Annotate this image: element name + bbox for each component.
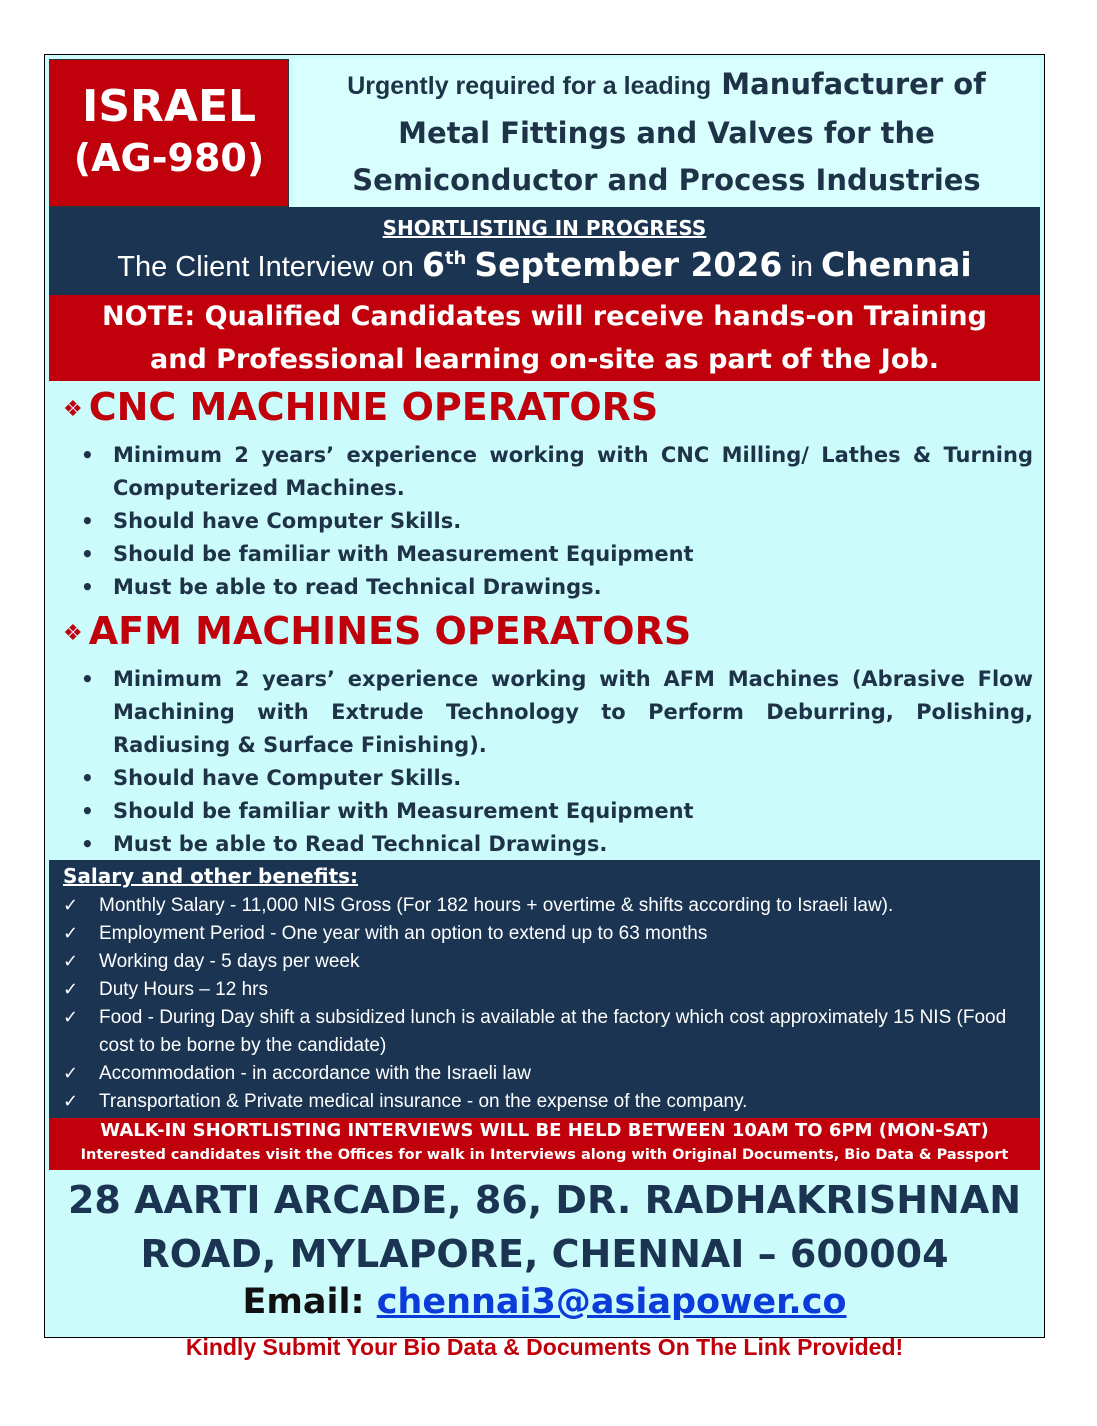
job-code: (AG-980) xyxy=(73,136,265,180)
benefit-item: ✓ Working day - 5 days per week xyxy=(59,948,1031,976)
interview-date xyxy=(49,241,1040,291)
headline-line2: Metal Fittings and Valves for the xyxy=(398,116,935,150)
email-line xyxy=(49,1279,1040,1325)
list-item: • Must be able to Read Technical Drawings. xyxy=(81,828,1033,861)
benefits-list xyxy=(59,892,1031,1116)
cnc-requirements xyxy=(81,439,1033,604)
benefit-item: ✓ Duty Hours – 12 hrs xyxy=(59,976,1031,1004)
interview-day: 6th xyxy=(421,245,467,284)
salary-title: Salary and other benefits: xyxy=(63,864,359,888)
office-address xyxy=(49,1173,1040,1281)
list-item: • Minimum 2 years’ experience working with CNC Milling/ Lathes & Turning Computerized Machines. xyxy=(81,439,1033,505)
section-title-afm: ❖ AFM MACHINES OPERATORS xyxy=(63,609,692,653)
list-item: • Should have Computer Skills. xyxy=(81,762,1033,795)
interview-in: in xyxy=(790,251,813,283)
list-item: • Must be able to read Technical Drawings. xyxy=(81,571,1033,604)
list-item: • Minimum 2 years’ experience working with AFM Machines (Abrasive Flow Machining with Extrude Technology to Perform Deburring, Polishing, Radiusing & Surface Finishing). xyxy=(81,663,1033,762)
walkin-hours: WALK-IN SHORTLISTING INTERVIEWS WILL BE HELD BETWEEN 10AM TO 6PM (MON-SAT) xyxy=(100,1120,989,1141)
interview-city: Chennai xyxy=(821,245,972,284)
submit-note: Kindly Submit Your Bio Data & Documents On The Link Provided! xyxy=(185,1334,904,1360)
interview-prefix: The Client Interview on xyxy=(117,251,414,283)
list-item: • Should be familiar with Measurement Equipment xyxy=(81,795,1033,828)
walkin-banner xyxy=(49,1118,1040,1170)
diamond-bullet-icon: ❖ xyxy=(63,621,83,646)
interview-banner xyxy=(49,207,1040,295)
email-label: Email: xyxy=(242,1282,365,1322)
list-item: • Should have Computer Skills. xyxy=(81,505,1033,538)
benefit-item: ✓ Accommodation - in accordance with the Israeli law xyxy=(59,1060,1031,1088)
country-name: ISRAEL xyxy=(81,81,257,132)
walkin-instructions: Interested candidates visit the Offices for walk in Interviews along with Original Documents, Bio Data & Passport xyxy=(80,1147,1009,1163)
benefit-item: ✓ Food - During Day shift a subsidized lunch is available at the factory which cost approximately 15 NIS (Food cost to be borne by the candidate) xyxy=(59,1004,1031,1060)
benefit-item: ✓ Employment Period - One year with an option to extend up to 63 months xyxy=(59,920,1031,948)
country-badge xyxy=(49,59,289,207)
list-item: • Should be familiar with Measurement Equipment xyxy=(81,538,1033,571)
benefit-item: ✓ Transportation & Private medical insurance - on the expense of the company. xyxy=(59,1088,1031,1116)
job-advert xyxy=(44,54,1045,1360)
diamond-bullet-icon: ❖ xyxy=(63,397,83,422)
interview-month-year: September 2026 xyxy=(474,245,783,284)
afm-requirements xyxy=(81,663,1033,861)
benefit-item: ✓ Monthly Salary - 11,000 NIS Gross (For 182 hours + overtime & shifts according to Israeli law). xyxy=(59,892,1031,920)
headline-prefix: Urgently required for a leading xyxy=(347,72,712,100)
address-line2: ROAD, MYLAPORE, CHENNAI – 600004 xyxy=(140,1232,949,1276)
header xyxy=(49,59,1040,207)
shortlisting-status: SHORTLISTING IN PROGRESS xyxy=(382,216,707,240)
training-note xyxy=(49,295,1040,381)
note-line2: and Professional learning on-site as part of the Job. xyxy=(150,344,939,375)
section-title-cnc: ❖ CNC MACHINE OPERATORS xyxy=(63,385,659,429)
address-line1: 28 AARTI ARCADE, 86, DR. RADHAKRISHNAN xyxy=(67,1178,1022,1222)
email-link[interactable]: chennai3@asiapower.co xyxy=(376,1282,847,1322)
note-line1: NOTE: Qualified Candidates will receive hands-on Training xyxy=(102,301,987,332)
headline xyxy=(293,59,1040,207)
headline-line3: Semiconductor and Process Industries xyxy=(352,163,981,197)
headline-line1: Manufacturer of xyxy=(721,67,986,101)
